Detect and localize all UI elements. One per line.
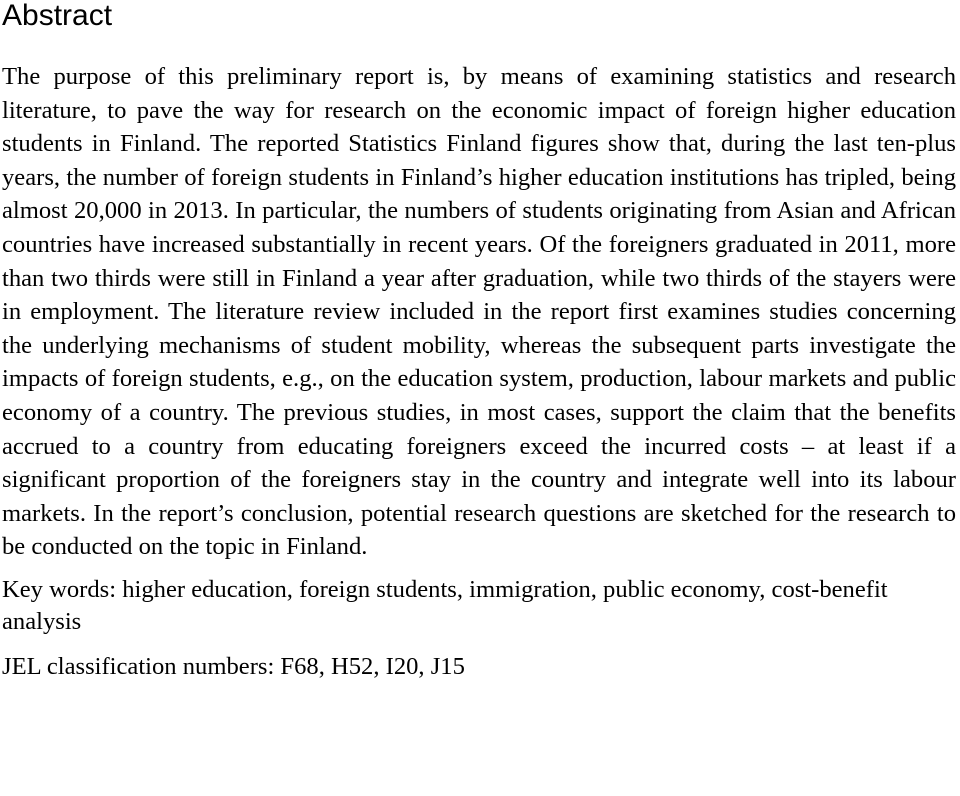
abstract-paragraph: The purpose of this preliminary report is, by means of examining statistics and research literature, to pave the way for research on the economic impact of foreign higher education students in Finland. The reported Statistics Finland figures show that, during the last ten-plus years, the number of foreign students in Finland’s higher education institutions has tripled, being almost 20,000 in 2013. In particular, the numbers of students originating from Asian and African countries have increased substantially in recent years. Of the foreigners graduated in 2011, more than two thirds were still in Finland a year after graduation, while two thirds of the stayers were in employment. The literature review included in the report first examines studies concerning the underlying mechanisms of student mobility, whereas the subsequent parts investigate the impacts of foreign students, e.g., on the education system, production, labour markets and public economy of a country. The previous studies, in most cases, support the claim that the benefits accrued to a country from educating foreigners exceed the incurred costs – at least if a significant proportion of the foreigners stay in the country and integrate well into its labour markets. In the report’s conclusion, potential research questions are sketched for the research to be conducted on the topic in Finland.: [2, 63, 956, 561]
jel-classification-line: JEL classification numbers: F68, H52, I20, J15: [2, 652, 465, 680]
keywords-line: Key words: higher education, foreign students, immigration, public economy, cost-benefit analysis: [2, 575, 888, 635]
abstract-heading: Abstract: [2, 0, 113, 32]
document-page: [2, 0, 956, 683]
